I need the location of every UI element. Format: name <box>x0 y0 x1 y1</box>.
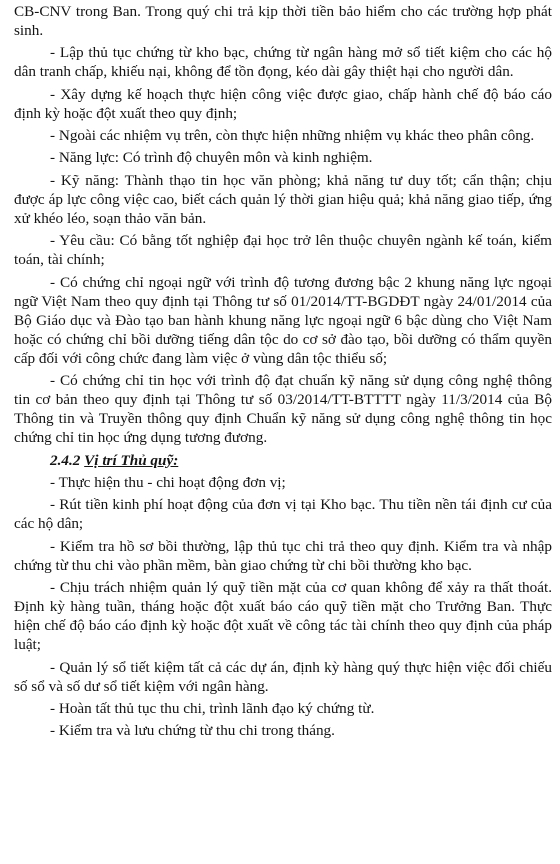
paragraph-language-certificate: - Có chứng chỉ ngoại ngữ với trình độ tương đương bậc 2 khung năng lực ngoại ngữ Việt Nam theo quy định tại Thông tư số 01/2014/TT-BGDĐT ngày 24/01/2014 của Bộ Giáo dục và Đào tạo ban hành khung năng lực ngoại ngữ 6 bậc dùng cho Việt Nam hoặc có chứng chỉ bồi dưỡng tiếng dân tộc do cơ sở đào tạo, bồi dưỡng có thẩm quyền cấp đối với công chức đang làm việc ở vùng dân tộc thiểu số; <box>14 273 552 367</box>
paragraph-cashier-duty-6: - Hoàn tất thủ tục thu chi, trình lãnh đạo ký chứng từ. <box>50 700 375 717</box>
section-number: 2.4.2 <box>50 451 81 469</box>
section-heading <box>14 451 552 470</box>
paragraph-cashier-duty-4: - Chịu trách nhiệm quản lý quỹ tiền mặt của cơ quan không để xảy ra thất thoát. Định kỳ hàng tuần, tháng hoặc đột xuất báo cáo quỹ tiền mặt cho Trưởng Ban. Thực hiện chế độ báo cáo định kỳ hoặc đột xuất về công tác tài chính theo quy định của pháp luật; <box>14 579 552 654</box>
paragraph-cashier-duty-3: - Kiểm tra hồ sơ bồi thường, lập thủ tục chi trả theo quy định. Kiểm tra và nhập chứng từ thu chi vào phần mềm, bàn giao chứng từ chi bồi thường kho bạc. <box>14 537 552 574</box>
paragraph-cashier-duty-1: - Thực hiện thu - chi hoạt động đơn vị; <box>50 474 286 492</box>
paragraph-cashier-duty-2: - Rút tiền kinh phí hoạt động của đơn vị tại Kho bạc. Thu tiền nền tái định cư của các hộ dân; <box>14 496 552 533</box>
paragraph-other-duties: - Ngoài các nhiệm vụ trên, còn thực hiện những nhiệm vụ khác theo phân công. <box>50 127 535 145</box>
document-page <box>14 2 552 744</box>
paragraph-bank-documents: - Lập thủ tục chứng từ kho bạc, chứng từ ngân hàng mở sổ tiết kiệm cho các hộ dân tranh chấp, khiếu nại, không để tồn đọng, kéo dài gây thiệt hại cho người dân. <box>14 44 552 81</box>
paragraph-cashier-duty-5: - Quản lý sổ tiết kiệm tất cả các dự án, định kỳ hàng quý thực hiện việc đối chiếu số sổ và số dư sổ tiết kiệm với ngân hàng. <box>14 658 552 695</box>
paragraph-it-certificate: - Có chứng chỉ tin học với trình độ đạt chuẩn kỹ năng sử dụng công nghệ thông tin cơ bản theo quy định tại Thông tư số 03/2014/TT-BTTTT ngày 11/3/2014 của Bộ Thông tin và Truyền thông quy định Chuẩn kỹ năng sử dụng công nghệ thông tin học chứng chỉ tin học ứng dụng tương đương. <box>14 372 552 447</box>
paragraph-cashier-duty-7: - Kiểm tra và lưu chứng từ thu chi trong tháng. <box>50 722 335 740</box>
paragraph-requirements: - Yêu cầu: Có bằng tốt nghiệp đại học trở lên thuộc chuyên ngành kế toán, kiểm toán, tài chính; <box>14 232 552 269</box>
paragraph-capability: - Năng lực: Có trình độ chuyên môn và kinh nghiệm. <box>50 149 373 167</box>
section-title: Vị trí Thủ quỹ: <box>84 451 179 469</box>
paragraph-skills: - Kỹ năng: Thành thạo tin học văn phòng; khả năng tư duy tốt; cẩn thận; chịu được áp lực công việc cao, biết cách quản lý thời gian hiệu quả; khả năng giao tiếp, ứng xử khéo léo, soạn thảo văn bản. <box>14 171 552 227</box>
paragraph-work-plan: - Xây dựng kế hoạch thực hiện công việc được giao, chấp hành chế độ báo cáo định kỳ hoặc đột xuất theo quy định; <box>14 85 552 122</box>
paragraph-continuation: CB-CNV trong Ban. Trong quý chi trả kịp thời tiền bảo hiểm cho các trường hợp phát sinh. <box>14 3 552 40</box>
